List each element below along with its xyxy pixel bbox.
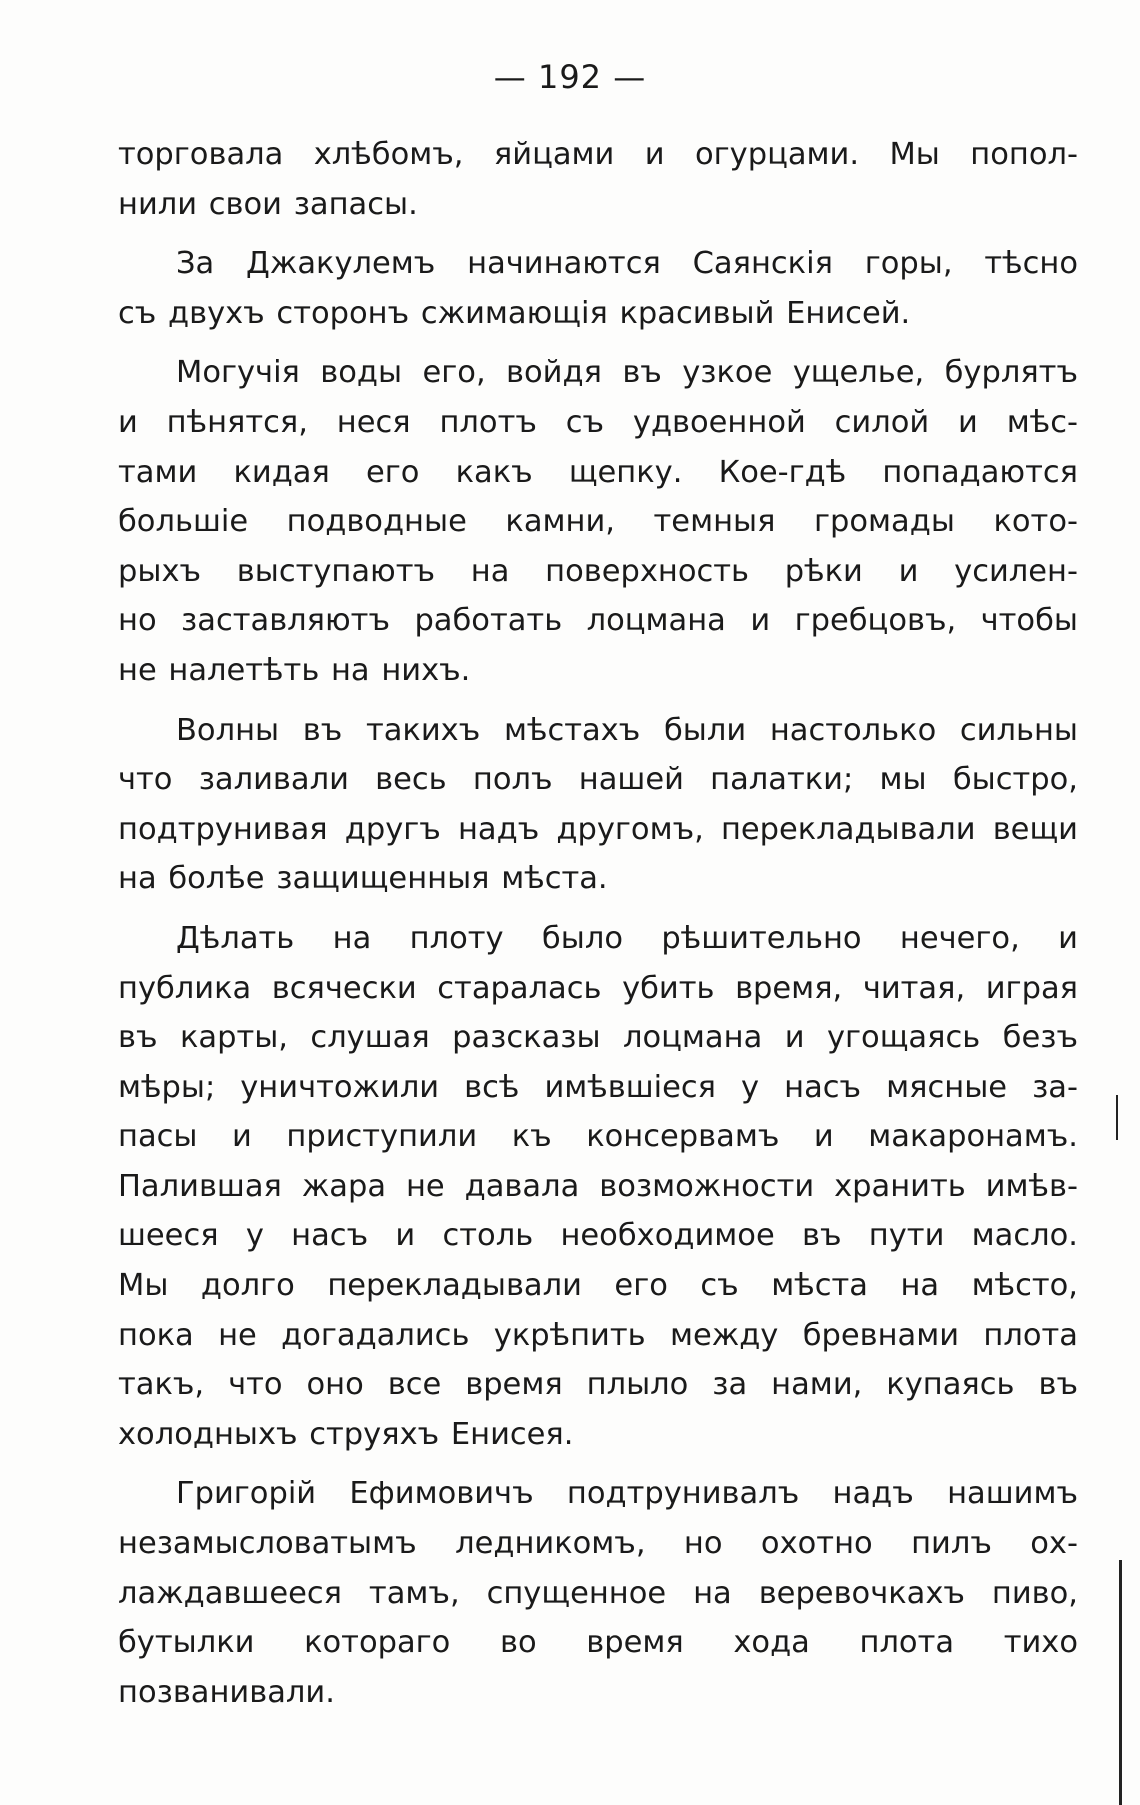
text-line: пасы и приступили къ консервамъ и макаронамъ. <box>118 1119 1078 1155</box>
scan-edge-mark <box>1116 1095 1118 1140</box>
scan-edge-mark <box>1119 1560 1122 1805</box>
text-line: что заливали весь полъ нашей палатки; мы быстро, <box>118 762 1078 798</box>
text-line: лаждавшееся тамъ, спущенное на веревочкахъ пиво, <box>118 1575 1078 1611</box>
paragraph-1 <box>118 130 1078 229</box>
text-line: позванивали. <box>118 1674 335 1710</box>
text-line: съ двухъ сторонъ сжимающія красивый Енисей. <box>118 295 911 331</box>
page-number: — 192 — <box>493 58 647 96</box>
text-line: не налетѣть на нихъ. <box>118 652 471 688</box>
text-line: бутылки котораго во время хода плота тихо <box>118 1625 1078 1661</box>
text-line: рыхъ выступаютъ на поверхность рѣки и усилен- <box>118 553 1078 589</box>
text-line: тами кидая его какъ щепку. Кое-гдѣ попадаются <box>118 454 1078 490</box>
paragraph-6 <box>118 1469 1078 1717</box>
text-line: Палившая жара не давала возможности хранить имѣв- <box>118 1168 1078 1204</box>
text-line: холодныхъ струяхъ Енисея. <box>118 1416 574 1452</box>
text-line: незамысловатымъ ледникомъ, но охотно пилъ ох- <box>118 1526 1078 1562</box>
text-line: большіе подводные камни, темныя громады кото- <box>118 504 1078 540</box>
body-text <box>118 130 1078 1727</box>
text-line: такъ, что оно все время плыло за нами, купаясь въ <box>118 1367 1078 1403</box>
text-line: но заставляютъ работать лоцмана и гребцовъ, чтобы <box>118 603 1078 639</box>
text-line: шееся у насъ и столь необходимое въ пути масло. <box>118 1218 1078 1254</box>
text-line: Мы долго перекладывали его съ мѣста на мѣсто, <box>118 1268 1078 1304</box>
text-line: За Джакулемъ начинаются Саянскія горы, тѣсно <box>176 246 1078 282</box>
paragraph-5 <box>118 914 1078 1460</box>
text-line: Волны въ такихъ мѣстахъ были настолько сильны <box>176 712 1078 748</box>
text-line: пока не догадались укрѣпить между бревнами плота <box>118 1317 1078 1353</box>
text-line: нили свои запасы. <box>118 186 418 222</box>
text-line: Дѣлать на плоту было рѣшительно нечего, и <box>176 920 1078 956</box>
text-line: Могучія воды его, войдя въ узкое ущелье, бурлятъ <box>176 355 1078 391</box>
paragraph-3 <box>118 348 1078 695</box>
paragraph-2 <box>118 239 1078 338</box>
text-line: на болѣе защищенныя мѣста. <box>118 861 608 897</box>
paragraph-4 <box>118 706 1078 904</box>
text-line: въ карты, слушая разсказы лоцмана и угощаясь безъ <box>118 1020 1078 1056</box>
text-line: публика всячески старалась убить время, читая, играя <box>118 970 1078 1006</box>
text-line: и пѣнятся, неся плотъ съ удвоенной силой и мѣс- <box>118 404 1078 440</box>
text-line: мѣры; уничтожили всѣ имѣвшіеся у насъ мясные за- <box>118 1069 1078 1105</box>
text-line: Григорій Ефимовичъ подтрунивалъ надъ нашимъ <box>176 1476 1078 1512</box>
text-line: подтрунивая другъ надъ другомъ, перекладывали вещи <box>118 811 1078 847</box>
text-line: торговала хлѣбомъ, яйцами и огурцами. Мы попол- <box>118 137 1078 172</box>
